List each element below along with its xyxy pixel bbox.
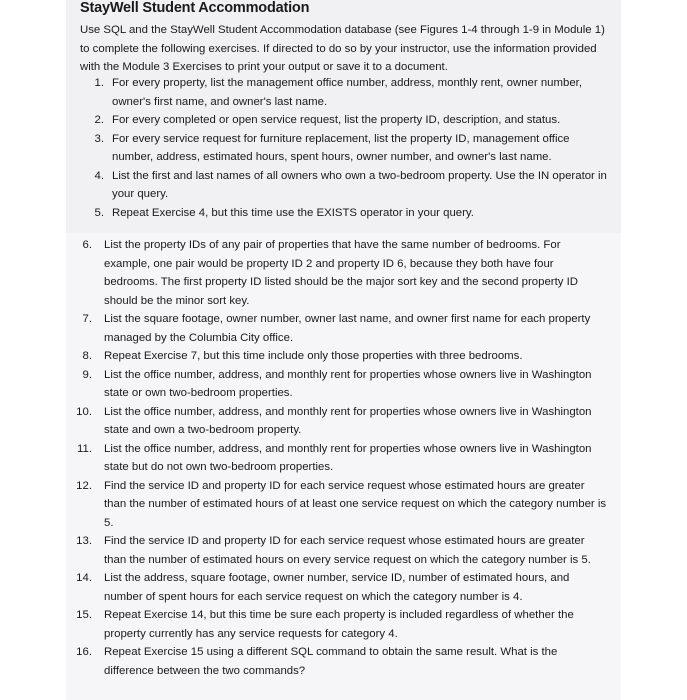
exercise-text: List the first and last names of all owners who own a two-bedroom property. Use the IN operator in your query. [112,169,607,200]
exercise-item: 6. List the property IDs of any pair of properties that have the same number of bedrooms. For example, one pair would be property ID 2 and property ID 6, because they both have four bedrooms. The first property ID listed should be the major sort key and the second property ID should be the minor sort key. [82,239,579,307]
exercise-text: List the office number, address, and monthly rent for properties whose owners live in Washington state or own two-bedroom properties. [104,368,592,399]
exercise-list-part-1 [94,74,612,222]
intro-paragraph: Use SQL and the StayWell Student Accommodation database (see Figures 1-4 through 1-9 in Module 1) to complete the following exercises. If directed to do so by your instructor, use the information provided with the Module 3 Exercises to print your output or save it to a document. [80,24,605,73]
exercise-item: 5. Repeat Exercise 4, but this time use the EXISTS operator in your query. [94,206,474,219]
exercise-item: 13. Find the service ID and property ID for each service request whose estimated hours are greater than the number of estimated hours on every service request on which the category number is 5. [76,535,591,566]
exercise-text: List the address, square footage, owner number, service ID, number of estimated hours, and number of spent hours for each service request on which the category number is 4. [104,572,570,603]
document-title: StayWell Student Accommodation [80,0,310,16]
exercise-list-part-2 [76,236,609,680]
exercise-text: List the square footage, owner number, owner last name, and owner first name for each property managed by the Columbia City office. [104,313,591,344]
exercise-item: 2. For every completed or open service request, list the property ID, description, and status. [94,114,561,126]
exercise-text: For every service request for furniture replacement, list the property ID, management office number, address, estimated hours, spent hours, owner number, and owner's last name. [112,132,570,163]
exercise-text: Repeat Exercise 4, but this time use the EXISTS operator in your query. [112,206,474,219]
exercise-item: 1. For every property, list the management office number, address, monthly rent, owner number, owner's first name, and owner's last name. [94,77,582,108]
exercise-item: 9. List the office number, address, and monthly rent for properties whose owners live in Washington state or own two-bedroom properties. [82,368,592,399]
exercise-text: For every completed or open service request, list the property ID, description, and status. [112,114,561,126]
exercise-item: 12. Find the service ID and property ID for each service request whose estimated hours are greater than the number of estimated hours of at least one service request on which the category number is 5. [76,479,607,529]
exercise-text: Find the service ID and property ID for each service request whose estimated hours are greater than the number of estimated hours of at least one service request on which the category number is 5. [104,479,607,529]
exercise-item: 10. List the office number, address, and monthly rent for properties whose owners live in Washington state and own a two-bedroom property. [76,405,592,436]
exercise-item: 15. Repeat Exercise 14, but this time be sure each property is included regardless of whether the property currently has any service requests for category 4. [76,609,574,640]
exercise-item: 4. List the first and last names of all owners who own a two-bedroom property. Use the IN operator in your query. [94,169,607,200]
exercise-text: List the office number, address, and monthly rent for properties whose owners live in Washington state but do not own two-bedroom properties. [104,442,592,473]
exercise-item: 7. List the square footage, owner number, owner last name, and owner first name for each property managed by the Columbia City office. [82,313,591,344]
exercise-item: 3. For every service request for furniture replacement, list the property ID, management office number, address, estimated hours, spent hours, owner number, and owner's last name. [94,132,570,163]
exercise-text: For every property, list the management office number, address, monthly rent, owner number, owner's first name, and owner's last name. [112,77,582,108]
exercise-text: Repeat Exercise 15 using a different SQL command to obtain the same result. What is the difference between the two commands? [104,646,558,677]
exercise-text: Find the service ID and property ID for each service request whose estimated hours are greater than the number of estimated hours on every service request on which the category number is 5. [104,535,591,566]
exercise-item: 8. Repeat Exercise 7, but this time include only those properties with three bedrooms. [82,350,523,362]
exercise-text: List the property IDs of any pair of properties that have the same number of bedrooms. For example, one pair would be property ID 2 and property ID 6, because they both have four bedrooms. The first property ID listed should be the major sort key and the second property ID should be the minor sort key. [104,239,579,307]
exercise-text: Repeat Exercise 14, but this time be sure each property is included regardless of whether the property currently has any service requests for category 4. [104,609,574,640]
exercise-item: 11. List the office number, address, and monthly rent for properties whose owners live in Washington state but do not own two-bedroom properties. [77,442,592,473]
exercise-text: Repeat Exercise 7, but this time include only those properties with three bedrooms. [104,350,523,362]
exercise-item: 14. List the address, square footage, owner number, service ID, number of estimated hours, and number of spent hours for each service request on which the category number is 4. [76,572,570,603]
exercise-text: List the office number, address, and monthly rent for properties whose owners live in Washington state and own a two-bedroom property. [104,405,592,436]
exercise-item: 16. Repeat Exercise 15 using a different SQL command to obtain the same result. What is the difference between the two commands? [76,646,558,677]
